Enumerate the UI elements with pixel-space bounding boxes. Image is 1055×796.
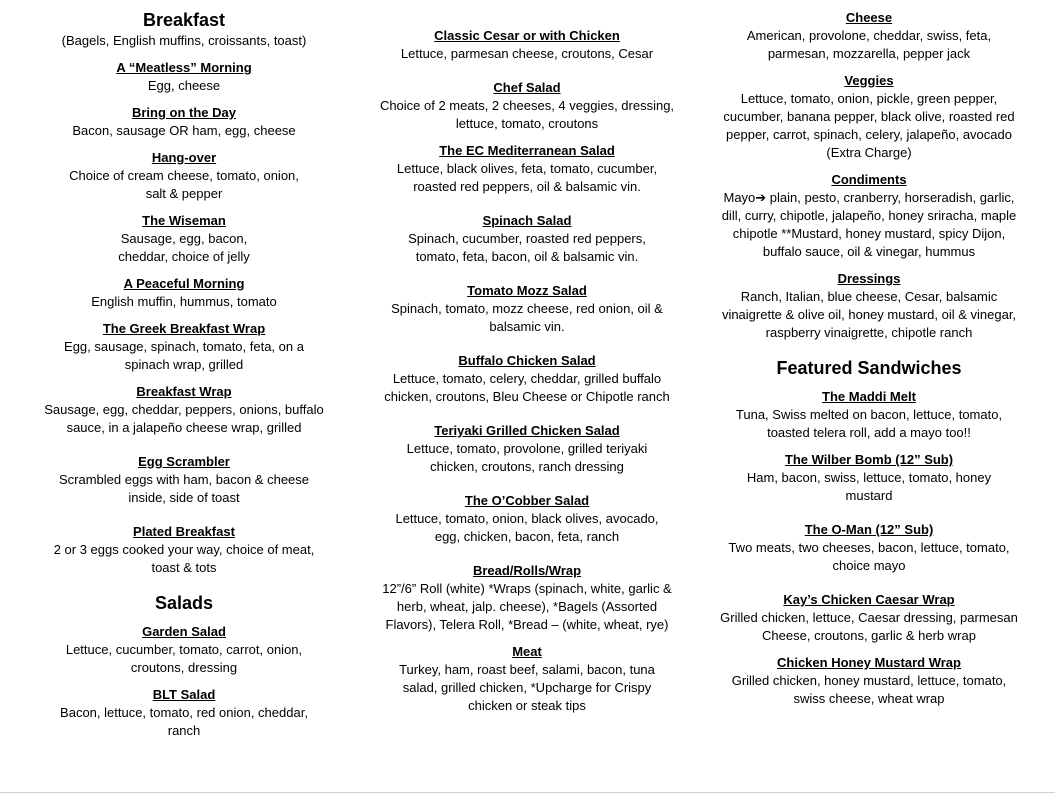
item-title: Condiments (831, 172, 907, 187)
menu-item (34, 383, 334, 437)
menu-item (372, 27, 682, 63)
menu-item (716, 591, 1022, 645)
item-title: A Peaceful Morning (123, 276, 245, 291)
item-desc: Ranch, Italian, blue cheese, Cesar, balsamic vinaigrette & olive oil, honey mustard, oil & vinegar, raspberry vinaigrette, chipotle ranch (721, 289, 1017, 340)
breakfast-subtitle: (Bagels, English muffins, croissants, toast) (61, 33, 307, 48)
item-title: Cheese (845, 10, 893, 25)
sandwiches-heading: Featured Sandwiches (776, 358, 962, 378)
item-desc: Egg, cheese (147, 78, 221, 93)
column-sandwiches (716, 9, 1022, 717)
menu-item (34, 523, 334, 577)
item-desc: Spinach, tomato, mozz cheese, red onion, oil & balsamic vin. (391, 301, 663, 334)
item-desc: Choice of cream cheese, tomato, onion, salt & pepper (69, 168, 299, 201)
item-desc: Choice of 2 meats, 2 cheeses, 4 veggies, dressing, lettuce, tomato, croutons (379, 98, 675, 131)
column-breakfast (34, 8, 334, 749)
item-desc: Bacon, sausage OR ham, egg, cheese (72, 123, 296, 138)
item-title: Kay’s Chicken Caesar Wrap (783, 592, 955, 607)
menu-item (716, 654, 1022, 708)
menu-item (716, 171, 1022, 261)
item-title: Tomato Mozz Salad (467, 283, 587, 298)
item-title: Classic Cesar or with Chicken (434, 28, 620, 43)
item-desc: Turkey, ham, roast beef, salami, bacon, tuna salad, grilled chicken, *Upcharge for Crispy chicken or steak tips (399, 662, 655, 713)
item-desc: Tuna, Swiss melted on bacon, lettuce, tomato, toasted telera roll, add a mayo too!! (735, 407, 1003, 440)
menu-item (372, 562, 682, 634)
item-title: The Maddi Melt (822, 389, 916, 404)
item-title: The Greek Breakfast Wrap (102, 321, 266, 336)
item-desc: Sausage, egg, bacon, cheddar, choice of jelly (118, 231, 250, 264)
item-desc: Spinach, cucumber, roasted red peppers, tomato, feta, bacon, oil & balsamic vin. (408, 231, 646, 264)
column-salads (372, 27, 682, 724)
menu-item (34, 59, 334, 95)
item-title: The Wilber Bomb (12” Sub) (784, 452, 954, 467)
item-title: The EC Mediterranean Salad (439, 143, 615, 158)
item-title: Spinach Salad (482, 213, 572, 228)
item-desc: Lettuce, tomato, provolone, grilled teriyaki chicken, croutons, ranch dressing (406, 441, 648, 474)
menu-item (716, 388, 1022, 442)
menu-item (372, 212, 682, 266)
page-bottom-rule (0, 792, 1055, 793)
item-title: Breakfast Wrap (136, 384, 232, 399)
menu-item (34, 623, 334, 677)
item-desc: Grilled chicken, honey mustard, lettuce, tomato, swiss cheese, wheat wrap (731, 673, 1007, 706)
item-title: Egg Scrambler (138, 454, 230, 469)
item-desc: Grilled chicken, lettuce, Caesar dressing, parmesan Cheese, croutons, garlic & herb wrap (720, 610, 1018, 643)
menu-item (34, 320, 334, 374)
menu-item (34, 212, 334, 266)
menu-item (716, 9, 1022, 63)
menu-item (372, 422, 682, 476)
menu-item (34, 275, 334, 311)
item-title: BLT Salad (152, 687, 216, 702)
item-title: Chef Salad (493, 80, 561, 95)
item-desc: Ham, bacon, swiss, lettuce, tomato, honey mustard (746, 470, 992, 503)
item-desc: Lettuce, tomato, celery, cheddar, grilled buffalo chicken, croutons, Bleu Cheese or Chipotle ranch (384, 371, 670, 404)
menu-item (34, 149, 334, 203)
item-desc: Scrambled eggs with ham, bacon & cheese inside, side of toast (58, 472, 310, 505)
item-desc: 12”/6” Roll (white) *Wraps (spinach, white, garlic & herb, wheat, jalp. cheese), *Bagels (Assorted Flavors), Telera Roll, *Bread – (white, wheat, rye) (382, 581, 672, 632)
item-desc: Lettuce, cucumber, tomato, carrot, onion, croutons, dressing (65, 642, 303, 675)
menu-item (34, 686, 334, 740)
item-title: Hang-over (151, 150, 217, 165)
item-desc: Mayo➔ plain, pesto, cranberry, horseradish, garlic, dill, curry, chipotle, jalapeño, honey sriracha, maple chipotle **Mustard, honey mustard, spicy Dijon, buffalo sauce, oil & vinegar, hummus (721, 190, 1017, 259)
menu-item (372, 352, 682, 406)
menu-item (372, 492, 682, 546)
item-title: Plated Breakfast (133, 524, 235, 539)
item-title: Buffalo Chicken Salad (458, 353, 596, 368)
menu-item (716, 72, 1022, 162)
menu-item (372, 142, 682, 196)
menu-item (716, 521, 1022, 575)
item-title: Bring on the Day (131, 105, 236, 120)
item-title: The Wiseman (142, 213, 226, 228)
menu-item (372, 79, 682, 133)
item-title: The O’Cobber Salad (464, 493, 590, 508)
item-title: Meat (512, 644, 542, 659)
item-title: A “Meatless” Morning (116, 60, 252, 75)
item-desc: Two meats, two cheeses, bacon, lettuce, tomato, choice mayo (728, 540, 1010, 573)
menu-item (34, 453, 334, 507)
menu-item (716, 451, 1022, 505)
menu-item (372, 282, 682, 336)
salads-heading: Salads (154, 593, 214, 613)
item-title: Garden Salad (142, 624, 226, 639)
item-desc: Lettuce, tomato, onion, black olives, avocado, egg, chicken, bacon, feta, ranch (395, 511, 659, 544)
menu-item (34, 104, 334, 140)
item-desc: Bacon, lettuce, tomato, red onion, cheddar, ranch (60, 705, 308, 738)
item-desc: Egg, sausage, spinach, tomato, feta, on a spinach wrap, grilled (64, 339, 304, 372)
item-title: The O-Man (12” Sub) (804, 522, 934, 537)
item-title: Chicken Honey Mustard Wrap (777, 655, 961, 670)
menu-item (716, 270, 1022, 342)
item-title: Dressings (837, 271, 901, 286)
item-desc: Lettuce, black olives, feta, tomato, cucumber, roasted red peppers, oil & balsamic vin. (396, 161, 658, 194)
menu-item (372, 643, 682, 715)
breakfast-heading: Breakfast (142, 10, 226, 30)
item-desc: Lettuce, tomato, onion, pickle, green pepper, cucumber, banana pepper, black olive, roasted red pepper, carrot, spinach, celery, jalapeño, avocado (Extra Charge) (723, 91, 1015, 160)
item-desc: English muffin, hummus, tomato (91, 294, 277, 309)
item-desc: Sausage, egg, cheddar, peppers, onions, buffalo sauce, in a jalapeño cheese wrap, grilled (44, 402, 324, 435)
item-title: Bread/Rolls/Wrap (472, 563, 582, 578)
item-desc: 2 or 3 eggs cooked your way, choice of meat, toast & tots (53, 542, 315, 575)
item-desc: American, provolone, cheddar, swiss, feta, parmesan, mozzarella, pepper jack (746, 28, 992, 61)
item-title: Teriyaki Grilled Chicken Salad (434, 423, 620, 438)
item-desc: Lettuce, parmesan cheese, croutons, Cesar (400, 46, 654, 61)
item-title: Veggies (844, 73, 894, 88)
